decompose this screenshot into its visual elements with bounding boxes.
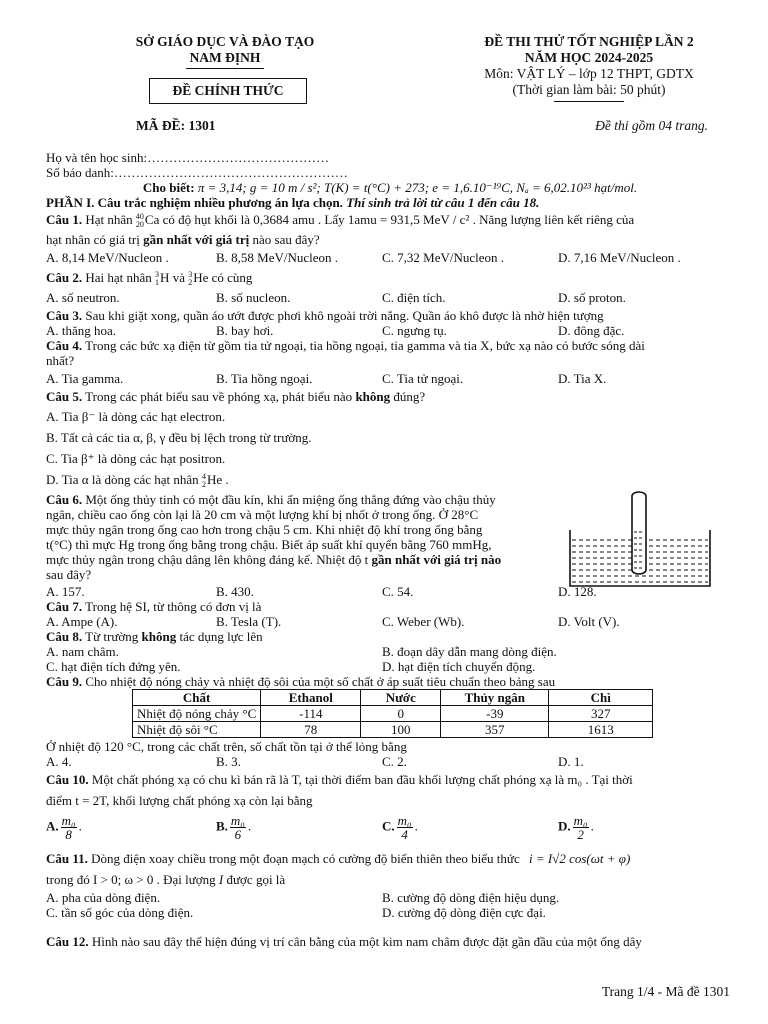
official-badge: ĐỀ CHÍNH THỨC (149, 78, 307, 104)
q6-line-4: t(°C) thì mực Hg trong ống bằng trong chậu. Biết áp suất khí quyển bằng 760 mmHg, (46, 537, 492, 552)
question-3 (46, 308, 734, 323)
given-label: Cho biết: (142, 180, 195, 195)
table-cell: 327 (549, 706, 653, 722)
q8-text-b: tác dụng lực lên (179, 629, 263, 644)
q2-text-b: và (172, 270, 185, 285)
q11-text-2b: được gọi là (226, 872, 286, 887)
table-cell: 357 (441, 722, 549, 738)
q5-he-symbol: He . (206, 472, 229, 487)
q10-option-d[interactable] (558, 814, 734, 841)
q1-atomic-number: 20 (135, 220, 144, 229)
question-10 (46, 772, 734, 787)
q9-option-c[interactable]: C. 2. (382, 754, 407, 769)
table-header-row (133, 690, 653, 706)
q11-line-2 (46, 872, 734, 887)
q4-option-d[interactable]: D. Tia X. (558, 371, 607, 386)
q12-text: Hình nào sau đây thể hiện đúng vị trí cân bằng của một kim nam châm được đặt gần đầu của một ống dây (91, 934, 642, 949)
q2-n2-symbol: He (193, 270, 209, 285)
q6-option-d[interactable]: D. 128. (558, 584, 597, 599)
question-11 (46, 851, 734, 866)
q10-denominator: 2 (577, 826, 584, 842)
page-count-note: Đề thi gồm 04 trang. (595, 118, 708, 133)
q6-l5a: mực thủy ngân trong chậu dâng lên không đáng kể. Nhiệt độ t (46, 552, 369, 567)
part1-title: PHẦN I. Câu trắc nghiệm nhiều phương án lựa chọn. (46, 195, 343, 210)
q10-letter-d: D. (558, 817, 571, 833)
given-text: π = 3,14; g = 10 m / s²; T(K) = t(°C) + 273; e = 1,6.10⁻¹⁹C, Nₐ = 6,02.10²³ hạt/mol. (197, 180, 638, 195)
table-header-cell: Thủy ngân (441, 690, 549, 706)
q5-text-a: Trong các phát biểu sau về phóng xạ, phát biểu nào (85, 389, 353, 404)
q2-n1-mass: 3 (155, 270, 160, 279)
q2-option-c[interactable]: C. điện tích. (382, 290, 446, 305)
q1-options (46, 247, 734, 268)
q10-denominator: 6 (234, 826, 242, 842)
q6-option-a[interactable]: A. 157. (46, 584, 85, 599)
q2-options (46, 287, 734, 308)
table-header-cell: Chất (133, 690, 261, 706)
q11-number: Câu 11. (46, 851, 88, 866)
q9-option-d[interactable]: D. 1. (558, 754, 584, 769)
q2-nuclide-1 (155, 271, 159, 287)
q6-l1: Một ống thủy tinh có một đầu kín, khi ấn miệng ống thẳng đứng vào chậu thủy (85, 492, 496, 507)
header-left (92, 34, 358, 69)
q5-he-z: 2 (201, 480, 206, 489)
question-7 (46, 599, 734, 614)
q11-symbol: I (218, 872, 224, 887)
question-6 (46, 492, 734, 582)
q7-option-b[interactable]: B. Tesla (T). (216, 614, 282, 629)
q10-option-b[interactable] (216, 814, 382, 841)
mercury-tube-diagram (560, 486, 720, 598)
q6-option-c[interactable]: C. 54. (382, 584, 414, 599)
table-cell: Nhiệt độ nóng chảy °C (133, 706, 261, 722)
q1-option-a[interactable]: A. 8,14 MeV/Nucleon . (46, 250, 169, 265)
q8-options (46, 644, 734, 674)
q10-option-c[interactable] (382, 814, 558, 841)
q10-tail: . (247, 817, 252, 833)
q4-text-2: nhất? (46, 353, 75, 368)
table-row (133, 722, 653, 738)
exam-title: ĐỀ THI THỬ TỐT NGHIỆP LẦN 2 (484, 34, 694, 49)
table-cell: -39 (441, 706, 549, 722)
q10-letter-a: A. (46, 817, 59, 833)
q8-option-c[interactable]: C. hạt điện tích đứng yên. (46, 659, 181, 674)
q11-options (46, 890, 734, 920)
q1-option-b[interactable]: B. 8,58 MeV/Nucleon . (216, 250, 339, 265)
q9-option-b[interactable]: B. 3. (216, 754, 241, 769)
q5-option-a[interactable]: A. Tia β⁻ là dòng các hạt electron. (46, 409, 226, 424)
q10-fraction-c (397, 814, 413, 841)
q4-number: Câu 4. (46, 338, 83, 353)
header-right (418, 34, 760, 102)
q3-options (46, 323, 734, 338)
q12-number: Câu 12. (46, 934, 89, 949)
part1-instruction: Thí sinh trả lời từ câu 1 đến câu 18. (346, 195, 540, 210)
q6-line-5 (46, 552, 566, 567)
q2-n2-mass: 3 (188, 270, 193, 279)
part1-heading (46, 195, 734, 210)
q10-option-a[interactable] (46, 814, 216, 841)
q6-emphasis: gần nhất với giá trị nào (371, 552, 502, 567)
table-cell: 0 (361, 706, 441, 722)
q6-line-1 (46, 492, 566, 507)
q10-fraction-b (230, 814, 246, 841)
table-cell: Nhiệt độ sôi °C (133, 722, 261, 738)
q3-option-c[interactable]: C. ngưng tụ. (382, 323, 447, 338)
q10-letter-c: C. (382, 817, 395, 833)
q1-option-c[interactable]: C. 7,32 MeV/Nucleon . (382, 250, 505, 265)
q10-text-1: Một chất phóng xạ có chu kì bán rã là T, tại thời điểm ban đầu khối lượng chất phóng xạ là m₀ . Tại thời (91, 772, 633, 787)
q8-option-a[interactable]: A. nam châm. (46, 644, 119, 659)
q10-numerator: m₀ (573, 812, 588, 828)
q5-number: Câu 5. (46, 389, 83, 404)
q8-number: Câu 8. (46, 629, 83, 644)
q2-option-b[interactable]: B. số nucleon. (216, 290, 291, 305)
table-cell: 78 (261, 722, 361, 738)
q10-text-2: điểm t = 2T, khối lượng chất phóng xạ còn lại bằng (46, 793, 313, 808)
q3-option-b[interactable]: B. bay hơi. (216, 323, 274, 338)
q10-numerator: m₀ (230, 812, 245, 828)
q8-option-d[interactable]: D. hạt điện tích chuyển động. (382, 659, 536, 674)
q8-text-a: Từ trường (85, 629, 139, 644)
q1-mass-number: 40 (135, 212, 144, 221)
q2-n1-symbol: H (160, 270, 170, 285)
q3-number: Câu 3. (46, 308, 83, 323)
q5-emphasis: không (355, 389, 391, 404)
q3-option-a[interactable]: A. thăng hoa. (46, 323, 117, 338)
given-constants (46, 180, 734, 195)
q10-numerator: m₀ (397, 812, 412, 828)
q1-text-c: hạt nhân có giá trị (46, 232, 140, 247)
q5-he-nuclide (202, 473, 206, 489)
table-header-cell: Chì (549, 690, 653, 706)
q5-text-b: đúng? (393, 389, 426, 404)
table-cell: -114 (261, 706, 361, 722)
q5-option-d-text: D. Tia α là dòng các hạt nhân (46, 472, 199, 487)
table-row (133, 706, 653, 722)
q10-fraction-d (573, 814, 589, 841)
subject: Môn: VẬT LÝ – lớp 12 THPT, GDTX (484, 66, 694, 81)
q2-n2-z: 2 (188, 278, 193, 287)
school-year: NĂM HỌC 2024-2025 (524, 50, 654, 65)
org-province: NAM ĐỊNH (189, 50, 261, 65)
q1-nuclide-symbol: Ca (144, 212, 160, 227)
q10-options (46, 811, 734, 843)
q4-option-c[interactable]: C. Tia tử ngoại. (382, 371, 464, 386)
question-2 (46, 270, 734, 287)
q11-option-c[interactable]: C. tần số góc của dòng điện. (46, 905, 194, 920)
q7-number: Câu 7. (46, 599, 83, 614)
question-4 (46, 338, 734, 353)
q2-n1-z: 1 (155, 278, 160, 287)
q4-option-a[interactable]: A. Tia gamma. (46, 371, 124, 386)
q3-text: Sau khi giặt xong, quần áo ướt được phơi khô ngoài trời nắng. Quần áo khô được là nhờ hiện tượng (85, 308, 604, 323)
q9-number: Câu 9. (46, 674, 83, 689)
q9-options (46, 754, 734, 769)
q2-option-d[interactable]: D. số proton. (558, 290, 626, 305)
melting-boiling-table (132, 689, 653, 738)
q10-denominator: 8 (65, 826, 72, 842)
q10-tail: . (414, 817, 418, 833)
q10-denominator: 4 (401, 826, 408, 842)
q6-line-3: mực thủy ngân trong ống cao hơn trong chậu 5 cm. Khi nhiệt độ khí trong ống bằng (46, 522, 483, 537)
q5-option-b[interactable]: B. Tất cả các tia α, β, γ đều bị lệch trong từ trường. (46, 430, 312, 445)
q2-text-a: Hai hạt nhân (85, 270, 152, 285)
q5-he-mass: 4 (201, 472, 206, 481)
q11-option-a[interactable]: A. pha của dòng điện. (46, 890, 161, 905)
table-header-cell: Ethanol (261, 690, 361, 706)
q10-letter-b: B. (216, 817, 228, 833)
q3-option-d[interactable]: D. đông đặc. (558, 323, 625, 338)
q9-option-a[interactable]: A. 4. (46, 754, 72, 769)
q7-option-d[interactable]: D. Volt (V). (558, 614, 620, 629)
question-1 (46, 212, 734, 229)
q6-option-b[interactable]: B. 430. (216, 584, 254, 599)
question-8 (46, 629, 734, 644)
q6-text (46, 492, 566, 582)
q11-text-2a: trong đó I > 0; ω > 0 . Đại lượng (46, 872, 216, 887)
q10-tail: . (590, 817, 594, 833)
header-left-rule (186, 68, 264, 69)
student-name-line: Họ và tên học sinh:…………………………………… (46, 150, 330, 165)
q1-emphasis: gần nhất với giá trị (143, 232, 250, 247)
q4-text-1: Trong các bức xạ điện từ gồm tia tử ngoại, tia hồng ngoại, tia gamma và tia X, bức xạ nào có bước sóng dài (85, 338, 645, 353)
question-12 (46, 934, 734, 949)
q11-option-d[interactable]: D. cường độ dòng điện cực đại. (382, 905, 546, 920)
q4-option-b[interactable]: B. Tia hồng ngoại. (216, 371, 313, 386)
question-5 (46, 389, 734, 404)
q9-after-text: Ở nhiệt độ 120 °C, trong các chất trên, số chất tồn tại ở thể lỏng bằng (46, 739, 407, 754)
table-cell: 100 (361, 722, 441, 738)
q2-text-c: có cùng (211, 270, 253, 285)
q5-option-c[interactable]: C. Tia β⁺ là dòng các hạt positron. (46, 451, 226, 466)
q1-text-a: Hạt nhân (85, 212, 133, 227)
time-limit: (Thời gian làm bài: 50 phút) (512, 82, 666, 97)
q11-option-b[interactable]: B. cường độ dòng điện hiệu dụng. (382, 890, 560, 905)
q1-number: Câu 1. (46, 212, 83, 227)
q6-line-2: ngân, chiều cao ống còn lại là 20 cm và một lượng khí bị nhốt ở trong ống. Ở 28°C (46, 507, 479, 522)
q10-number: Câu 10. (46, 772, 89, 787)
q1-text-b: có độ hụt khối là 0,3684 amu . Lấy 1amu = 931,5 MeV / c² . Năng lượng liên kết riêng của (162, 212, 635, 227)
q9-text: Cho nhiệt độ nóng chảy và nhiệt độ sôi của một số chất ở áp suất tiêu chuẩn theo bảng sau (85, 674, 556, 689)
q8-option-b[interactable]: B. đoạn dây dẫn mang dòng điện. (382, 644, 557, 659)
q11-formula: i = I√2 cos(ωt + φ) (528, 851, 631, 866)
exam-header (46, 0, 722, 116)
q10-fraction-a (61, 814, 77, 841)
q7-text: Trong hệ SI, từ thông có đơn vị là (85, 599, 262, 614)
q10-numerator: m₀ (61, 812, 76, 828)
q6-line-6: sau đây? (46, 567, 92, 582)
page-footer: Trang 1/4 - Mã đề 1301 (601, 984, 730, 999)
table-cell: 1613 (549, 722, 653, 738)
header-right-rule (554, 101, 624, 102)
q4-options (46, 368, 734, 389)
q2-nuclide-2 (188, 271, 192, 287)
q10-tail: . (78, 817, 82, 833)
q11-text-1: Dòng điện xoay chiều trong một đoạn mạch có cường độ biến thiên theo biểu thức (91, 851, 520, 866)
table-header-cell: Nước (361, 690, 441, 706)
q1-nuclide (136, 213, 144, 229)
q7-options (46, 614, 734, 629)
q7-option-c[interactable]: C. Weber (Wb). (382, 614, 465, 629)
question-9 (46, 674, 734, 689)
q1-option-d[interactable]: D. 7,16 MeV/Nucleon . (558, 250, 681, 265)
q6-number: Câu 6. (46, 492, 83, 507)
org-name: SỞ GIÁO DỤC VÀ ĐÀO TẠO (135, 34, 315, 49)
exam-code: MÃ ĐỀ: 1301 (136, 118, 216, 133)
exam-body (46, 150, 734, 949)
q1-text-d: nào sau đây? (252, 232, 320, 247)
q7-option-a[interactable]: A. Ampe (A). (46, 614, 118, 629)
student-id-line: Số báo danh:……………………………………………… (46, 165, 348, 180)
q2-number: Câu 2. (46, 270, 83, 285)
q1-line2 (46, 232, 734, 247)
q2-option-a[interactable]: A. số neutron. (46, 290, 120, 305)
q8-emphasis: không (141, 629, 177, 644)
